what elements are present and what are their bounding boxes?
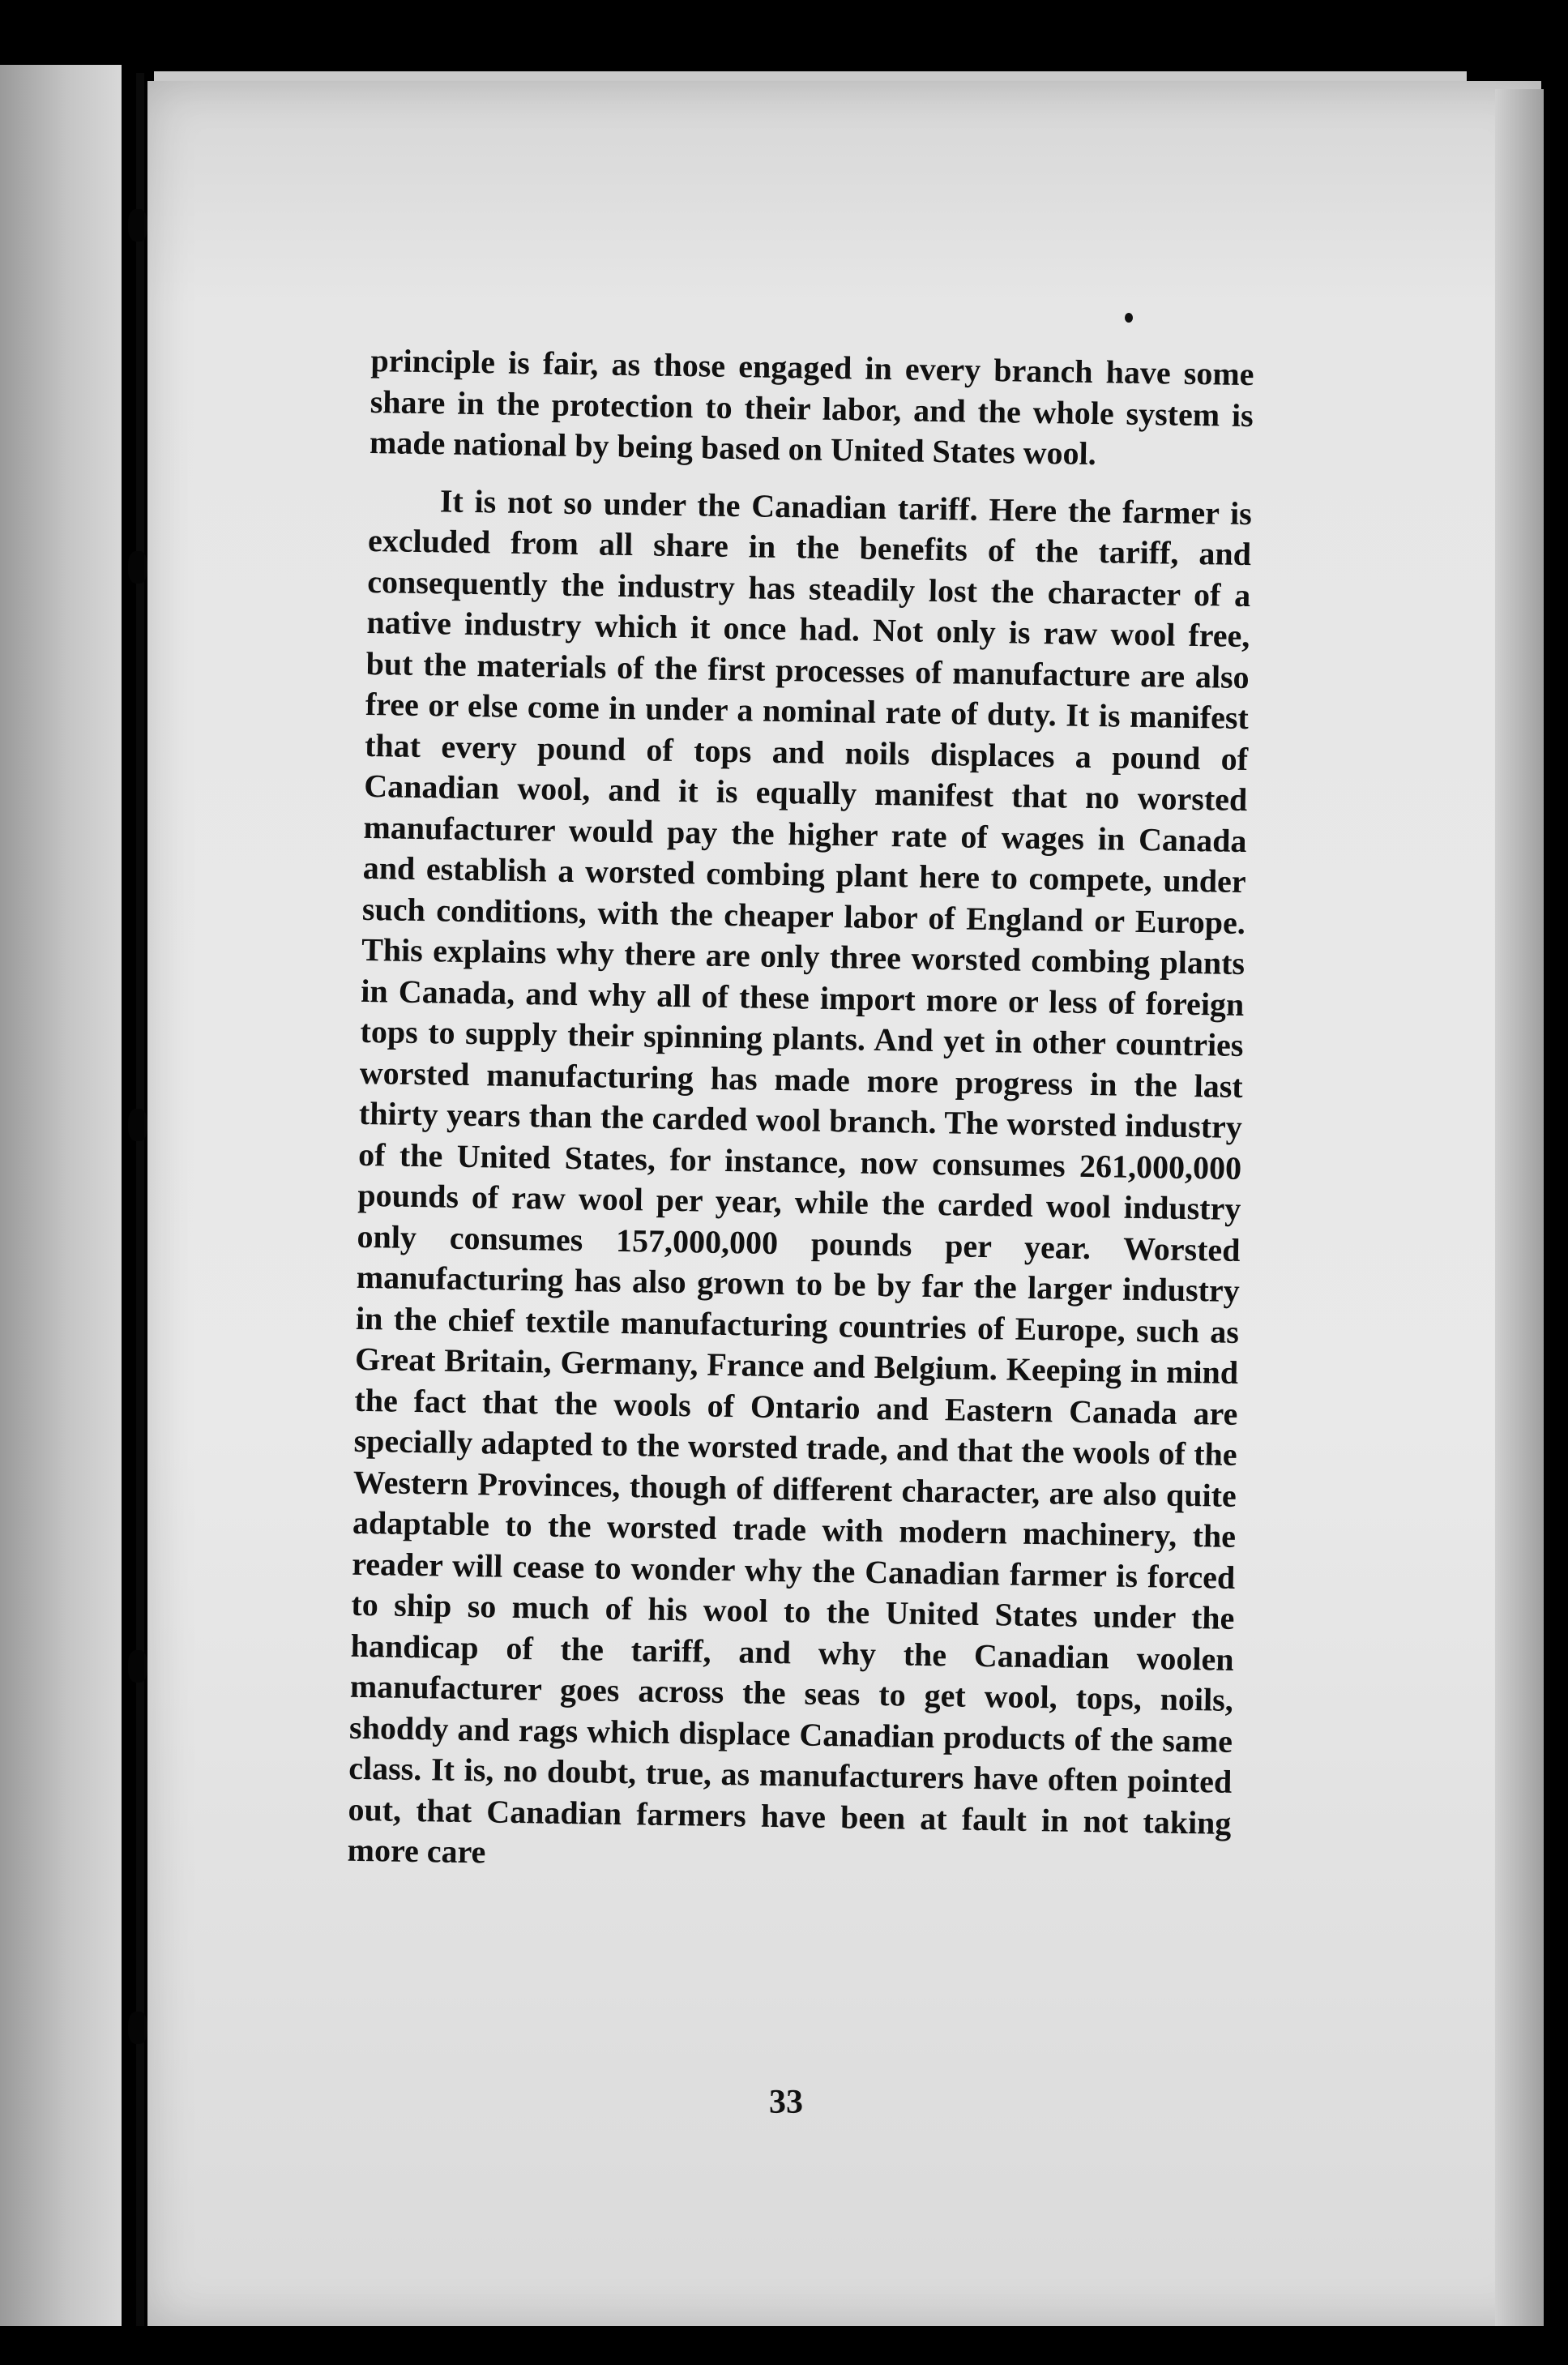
binding-stitch	[128, 1109, 147, 1141]
binding-stitch	[128, 2012, 147, 2044]
page-number: 33	[769, 2084, 803, 2121]
binding-stitch	[128, 551, 147, 584]
binding-line	[136, 73, 144, 2326]
binding-stitch	[128, 1650, 147, 1683]
page-right-edge	[1495, 89, 1544, 2326]
paragraph: It is not so under the Canadian tariff. Here the farmer is excluded from all share in the benefits of the tariff, and consequently the industry has steadily lost the character of a native industry which it once had. Not only is raw wool free, but the materials of the first processes of manufacture are also free or else come in under a nominal rate of duty. It is manifest that every pound of tops and noils displaces a pound of Canadian wool, and it is equally manifest that no worsted manufacturer would pay the higher rate of wages in Canada and establish a worsted combing plant here to compete, under such conditions, with the cheaper labor of England or Europe. This explains why there are only three worsted combing plants in Canada, and why all of these import more or less of foreign tops to supply their spinning plants. And yet in other countries worsted manufacturing has made more progress in the last thirty years than the carded wool branch. The worsted industry of the United States, for instance, now consumes 261,000,000 pounds of raw wool per year, while the carded wool industry only consumes 157,000,000 pounds per year. Worsted manufacturing has also grown to be by far the larger industry in the chief textile manufacturing countries of Europe, such as Great Britain, Germany, France and Belgium. Keeping in mind the fact that the wools of Ontario and Eastern Canada are specially adapted to the worsted trade, and that the wools of the Western Provinces, though of different character, are also quite adaptable to the worsted trade with modern machinery, the reader will cease to wonder why the Canadian farmer is forced to ship so much of his wool to the United States under the handicap of the tariff, and why the Canadian woolen manufacturer goes across the seas to get wool, tops, noils, shoddy and rags which displace Canadian products of the same class. It is, no doubt, true, as manufacturers have often pointed out, that Canadian farmers have been at fault in not taking more care	[347, 481, 1253, 1871]
binding-stitch	[128, 209, 147, 242]
ink-speck	[1125, 313, 1133, 323]
body-text	[347, 340, 1254, 1901]
paragraph: principle is fair, as those engaged in every branch have some share in the protection to their labor, and the whole system is made national by being based on United States wool.	[369, 341, 1254, 473]
facing-page-edge	[0, 65, 122, 2326]
